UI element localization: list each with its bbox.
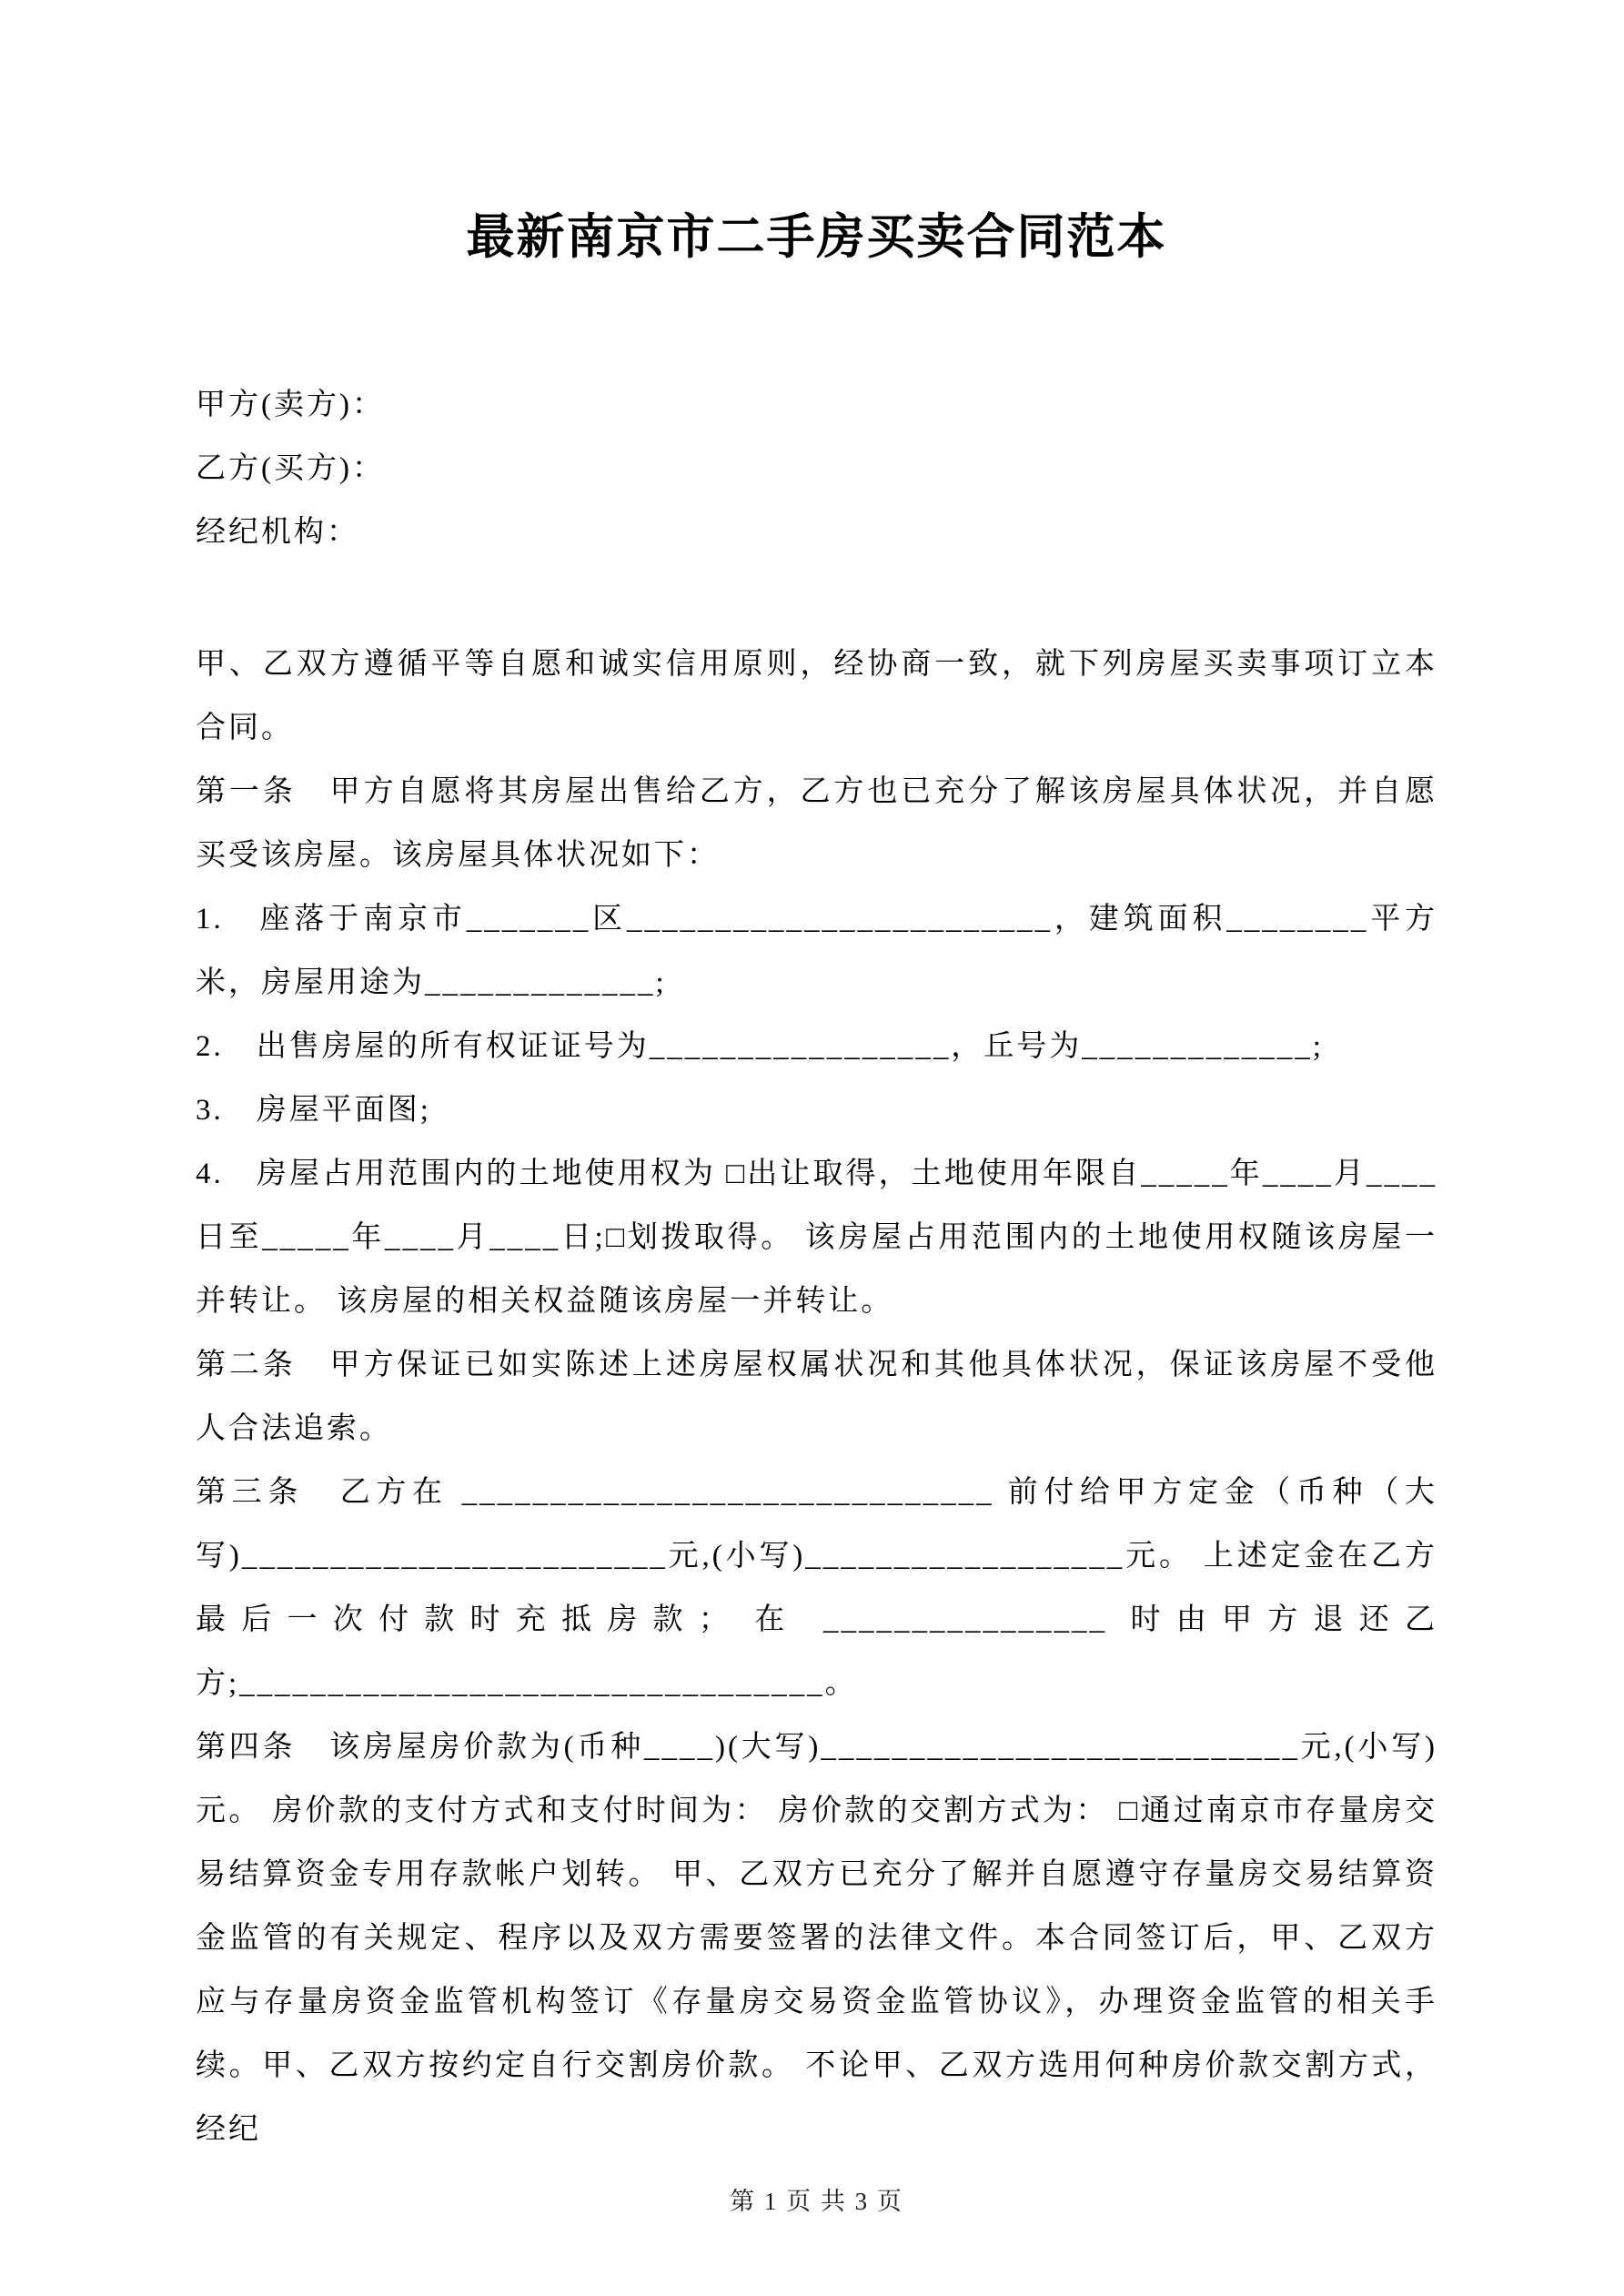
paragraph-clause-3: 第三条 乙方在 ______________________________ 前付给甲方定金（币种（大写)________________________元,(小写)__________________元。 上述定金在乙方最后一次付款时充抵房款； 在 ________________ 时由甲方退还乙方;_________________________________。 (196, 1476, 1437, 1700)
document-title: 最新南京市二手房买卖合同范本 (466, 211, 1167, 264)
paragraph-clause-2: 第二条 甲方保证已如实陈述上述房屋权属状况和其他具体状况，保证该房屋不受他人合法追索。 (196, 1349, 1437, 1445)
parties-section (196, 373, 1437, 564)
contract-body (196, 632, 1437, 2161)
paragraph-clause-4: 第四条 该房屋房价款为(币种____)(大写)___________________________元,(小写)元。 房价款的支付方式和支付时间为： 房价款的交割方式为： □通过南京市存量房交易结算资金专用存款帐户划转。 甲、乙双方已充分了解并自愿遵守存量房交易结算资金监管的有关规定、程序以及双方需要签署的法律文件。本合同签订后，甲、乙双方应与存量房资金监管机构签订《存量房交易资金监管协议》，办理资金监管的相关手续。甲、乙双方按约定自行交割房价款。 不论甲、乙双方选用何种房价款交割方式，经纪 (196, 1731, 1437, 2146)
party-agency-label: 经纪机构： (196, 516, 359, 549)
paragraph-preamble: 甲、乙双方遵循平等自愿和诚实信用原则，经协商一致，就下列房屋买卖事项订立本合同。 (196, 648, 1437, 744)
party-seller-label: 甲方(卖方)： (196, 389, 385, 421)
paragraph-item-3-floorplan: 3. 房屋平面图; (196, 1094, 431, 1127)
party-buyer-label: 乙方(买方)： (196, 452, 385, 485)
paragraph-clause-1: 第一条 甲方自愿将其房屋出售给乙方，乙方也已充分了解该房屋具体状况，并自愿买受该房屋。该房屋具体状况如下： (196, 775, 1437, 872)
paragraph-item-2-certificate: 2. 出售房屋的所有权证证号为_________________，丘号为_____________; (196, 1030, 1324, 1063)
page-number: 第 1 页 共 3 页 (730, 2188, 903, 2215)
paragraph-item-1-location: 1. 座落于南京市_______区________________________，建筑面积________平方米，房屋用途为_____________; (196, 903, 1437, 999)
paragraph-item-4-land-use: 4. 房屋占用范围内的土地使用权为 □出让取得，土地使用年限自_____年____月____日至_____年____月____日;□划拨取得。 该房屋占用范围内的土地使用权随该房屋一并转让。 该房屋的相关权益随该房屋一并转让。 (196, 1158, 1437, 1318)
